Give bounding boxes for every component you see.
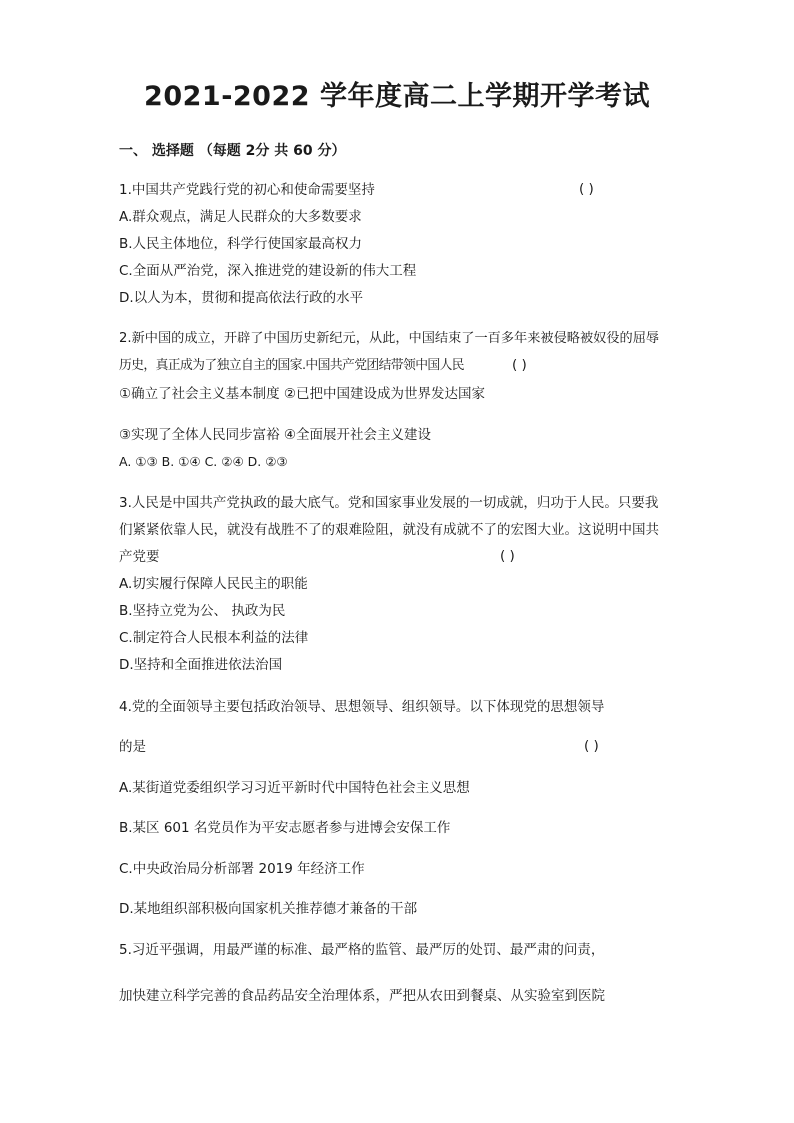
question-1-option-c: C.全面从严治党，深入推进党的建设新的伟大工程 — [119, 263, 417, 279]
question-3-option-d: D.坚持和全面推进依法治国 — [119, 657, 283, 673]
question-3-option-c: C.制定符合人民根本利益的法律 — [119, 630, 309, 646]
question-3-option-a: A.切实履行保障人民民主的职能 — [119, 576, 308, 592]
question-3-stem-line-1: 3.人民是中国共产党执政的最大底气。党和国家事业发展的一切成就，归功于人民。只要我 — [119, 495, 659, 511]
question-2-stem-line-2: 历史，真正成为了独立自主的国家.中国共产党团结带领中国人民 — [119, 358, 464, 373]
page-title: 2021-2022 学年度高二上学期开学考试 — [144, 81, 650, 112]
question-4-option-c: C.中央政治局分析部署 2019 年经济工作 — [119, 861, 365, 877]
question-2-items-line-2: ③实现了全体人民同步富裕 ④全面展开社会主义建设 — [119, 427, 431, 443]
question-5-stem-line-1: 5.习近平强调，用最严谨的标准、最严格的监管、最严厉的处罚、最严肃的问责， — [119, 942, 605, 958]
question-4-stem-line-1: 4.党的全面领导主要包括政治领导、思想领导、组织领导。以下体现党的思想领导 — [119, 699, 605, 715]
question-2-options: A. ①③ B. ①④ C. ②④ D. ②③ — [119, 454, 288, 469]
answer-paren-1: ( ) — [579, 181, 594, 197]
question-3-stem-line-2: 们紧紧依靠人民，就没有战胜不了的艰难险阻，就没有成就不了的宏图大业。这说明中国共 — [119, 522, 659, 538]
question-2-stem-line-1: 2.新中国的成立，开辟了中国历史新纪元，从此，中国结束了一百多年来被侵略被奴役的屈辱 — [119, 331, 660, 346]
question-1-option-a: A.群众观点，满足人民群众的大多数要求 — [119, 209, 362, 225]
question-2-items-line-1: ①确立了社会主义基本制度 ②已把中国建设成为世界发达国家 — [119, 386, 485, 402]
question-5-stem-line-2: 加快建立科学完善的食品药品安全治理体系，严把从农田到餐桌、从实验室到医院 — [119, 988, 605, 1004]
question-1-option-b: B.人民主体地位，科学行使国家最高权力 — [119, 236, 363, 252]
question-1-option-d: D.以人为本，贯彻和提高依法行政的水平 — [119, 290, 364, 306]
question-4-option-a: A.某街道党委组织学习习近平新时代中国特色社会主义思想 — [119, 780, 470, 796]
question-4-option-d: D.某地组织部积极向国家机关推荐德才兼备的干部 — [119, 901, 418, 917]
answer-paren-3: ( ) — [500, 548, 515, 564]
question-4-option-b: B.某区 601 名党员作为平安志愿者参与进博会安保工作 — [119, 820, 451, 836]
question-3-stem-line-3: 产党要 — [119, 549, 160, 565]
section-heading: 一、 选择题 （每题 2分 共 60 分） — [119, 143, 346, 159]
question-3-option-b: B.坚持立党为公、 执政为民 — [119, 603, 286, 619]
answer-paren-2: ( ) — [512, 357, 527, 373]
answer-paren-4: ( ) — [584, 738, 599, 754]
question-4-stem-line-2: 的是 — [119, 739, 146, 755]
question-1-stem: 1.中国共产党践行党的初心和使命需要坚持 — [119, 182, 375, 198]
